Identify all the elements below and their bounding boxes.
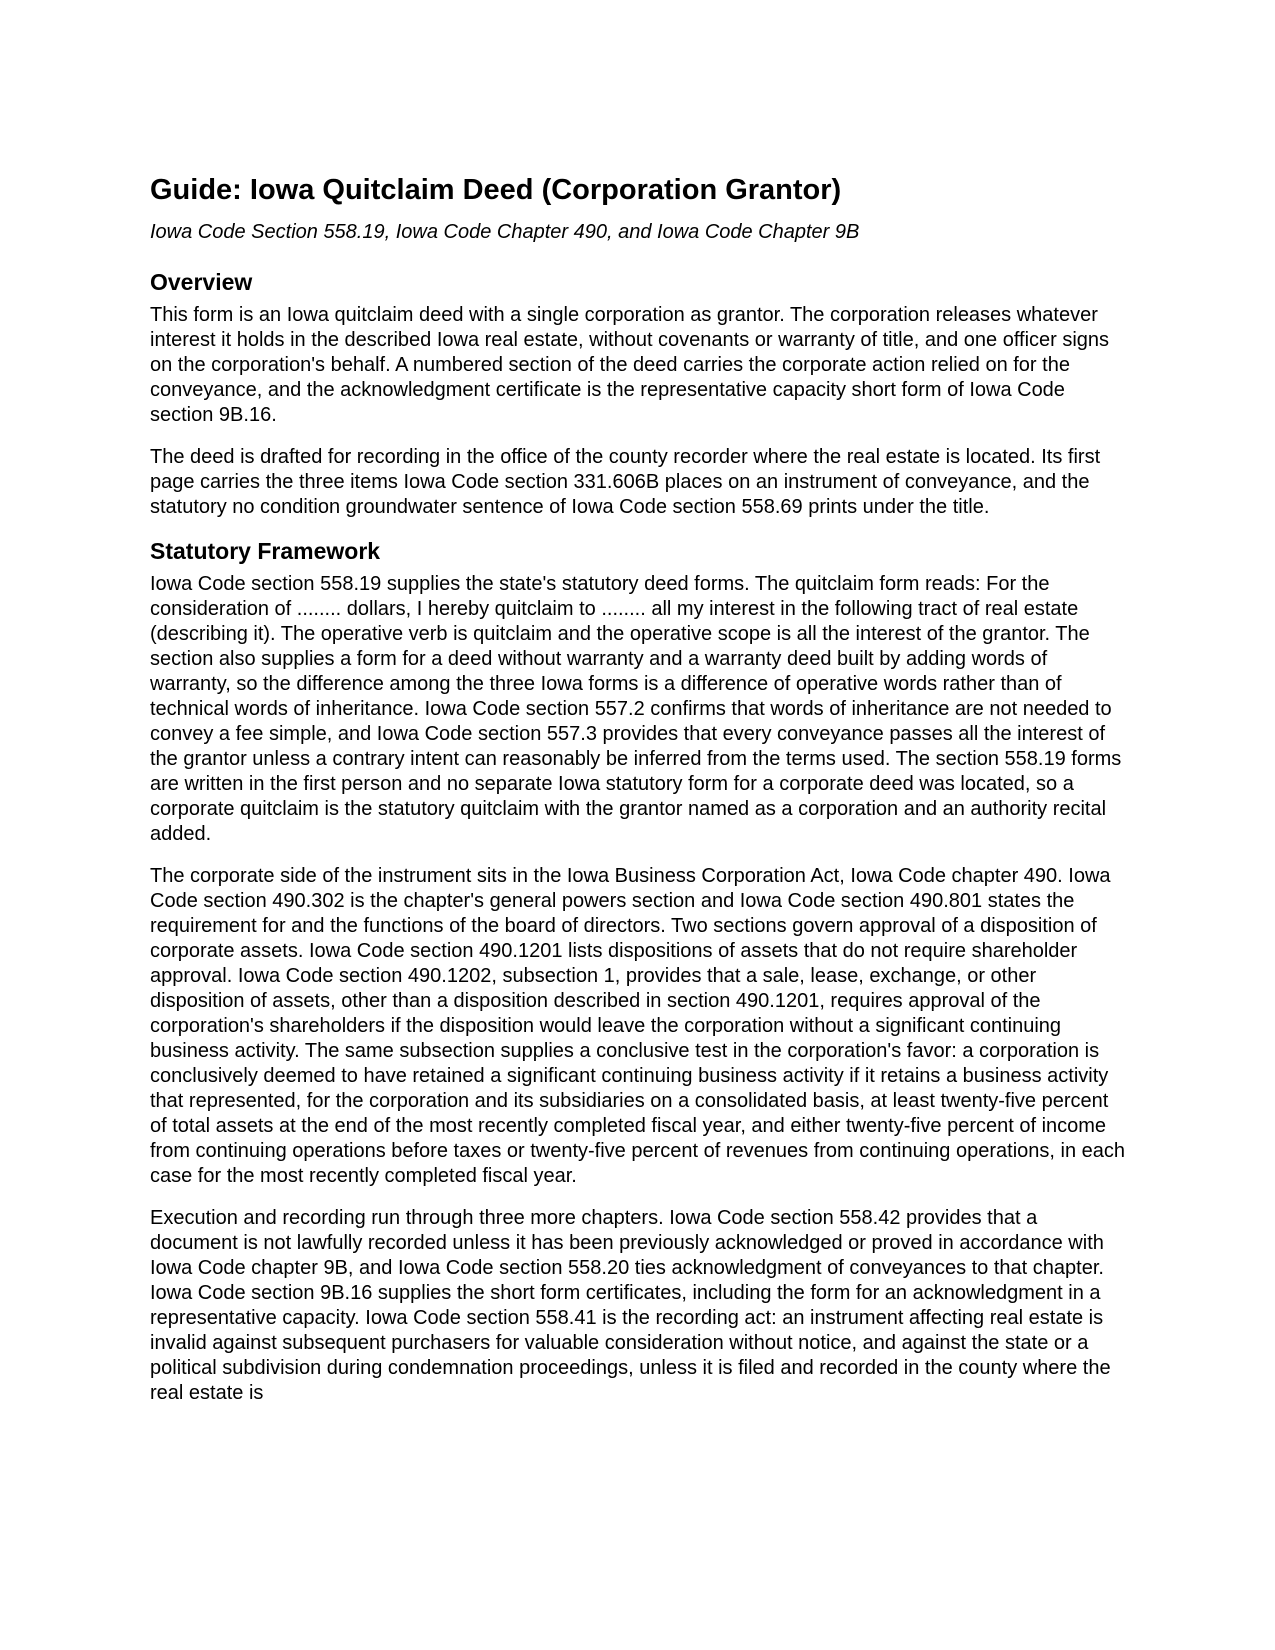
framework-paragraph-2: The corporate side of the instrument sits in the Iowa Business Corporation Act, Iowa Code chapter 490. Iowa Code section 490.302 is the chapter's general powers section and Iowa Code section 490.801 states the requirement for and the functions of the board of directors. Two sections govern approval of a disposition of corporate assets. Iowa Code section 490.1201 lists dispositions of assets that do not require shareholder approval. Iowa Code section 490.1202, subsection 1, provides that a sale, lease, exchange, or other disposition of assets, other than a disposition described in section 490.1201, requires approval of the corporation's shareholders if the disposition would leave the corporation without a significant continuing business activity. The same subsection supplies a conclusive test in the corporation's favor: a corporation is conclusively deemed to have retained a significant continuing business activity if it retains a business activity that represented, for the corporation and its subsidiaries on a consolidated basis, at least twenty-five percent of total assets at the end of the most recently completed fiscal year, and either twenty-five percent of income from continuing operations before taxes or twenty-five percent of revenues from continuing operations, in each case for the most recently completed fiscal year. [150,865,1125,1187]
overview-paragraph-2: The deed is drafted for recording in the office of the county recorder where the real estate is located. Its first page carries the three items Iowa Code section 331.606B places on an instrument of conveyance, and the statutory no condition groundwater sentence of Iowa Code section 558.69 prints under the title. [150,446,1101,518]
framework-paragraph-3: Execution and recording run through three more chapters. Iowa Code section 558.42 provides that a document is not lawfully recorded unless it has been previously acknowledged or proved in accordance with Iowa Code chapter 9B, and Iowa Code section 558.20 ties acknowledgment of conveyances to that chapter. Iowa Code section 9B.16 supplies the short form certificates, including the form for an acknowledgment in a representative capacity. Iowa Code section 558.41 is the recording act: an instrument affecting real estate is invalid against subsequent purchasers for valuable consideration without notice, and against the state or a political subdivision during condemnation proceedings, unless it is filed and recorded in the county where the real estate is [150,1207,1111,1404]
framework-paragraph-1: Iowa Code section 558.19 supplies the state's statutory deed forms. The quitclaim form reads: For the consideration of ........ dollars, I hereby quitclaim to ........ all my interest in the following tract of real estate (describing it). The operative verb is quitclaim and the operative scope is all the interest of the grantor. The section also supplies a form for a deed without warranty and a warranty deed built by adding words of warranty, so the difference among the three Iowa forms is a difference of operative words rather than of technical words of inheritance. Iowa Code section 557.2 confirms that words of inheritance are not needed to convey a fee simple, and Iowa Code section 557.3 provides that every conveyance passes all the interest of the grantor unless a contrary intent can reasonably be inferred from the terms used. The section 558.19 forms are written in the first person and no separate Iowa statutory form for a corporate deed was located, so a corporate quitclaim is the statutory quitclaim with the grantor named as a corporation and an authority recital added. [150,573,1122,845]
overview-paragraph-1: This form is an Iowa quitclaim deed with a single corporation as grantor. The corporation releases whatever interest it holds in the described Iowa real estate, without covenants or warranty of title, and one officer signs on the corporation's behalf. A numbered section of the deed carries the corporate action relied on for the conveyance, and the acknowledgment certificate is the representative capacity short form of Iowa Code section 9B.16. [150,304,1110,426]
section-heading-statutory-framework: Statutory Framework [150,538,381,564]
document-subtitle: Iowa Code Section 558.19, Iowa Code Chapter 490, and Iowa Code Chapter 9B [150,221,860,243]
document-title: Guide: Iowa Quitclaim Deed (Corporation Grantor) [150,174,842,206]
document-page [150,172,1125,1406]
section-heading-overview: Overview [150,269,253,295]
